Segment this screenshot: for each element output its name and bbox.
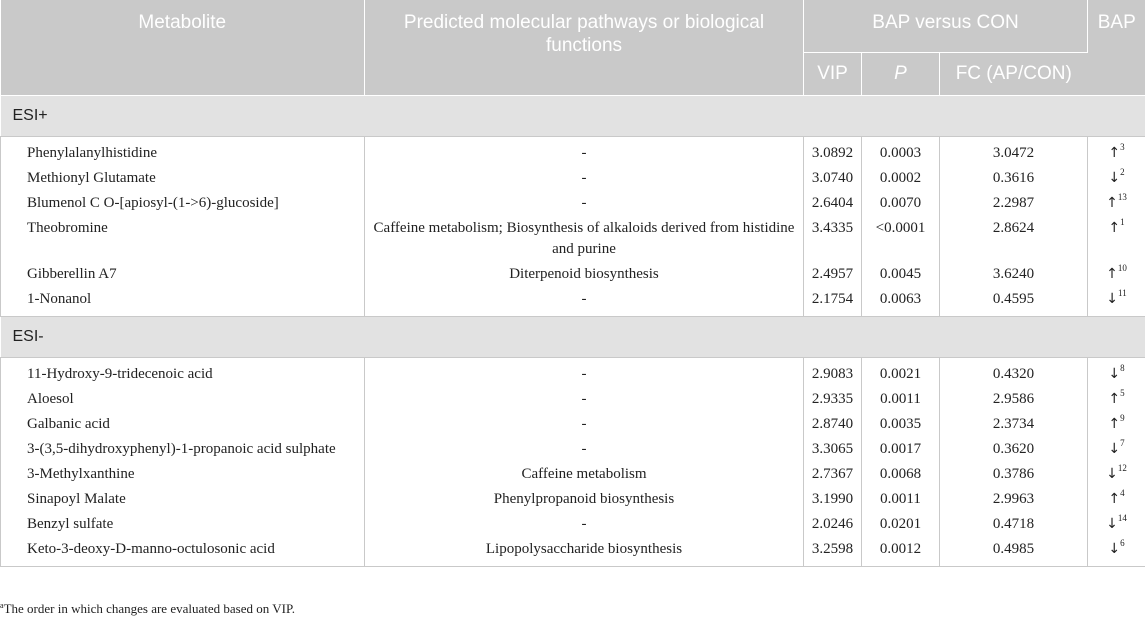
bap-direction-cell bbox=[1088, 511, 1145, 536]
vip-cell: 2.6404 bbox=[804, 190, 862, 215]
change-order: 8 bbox=[1120, 362, 1125, 373]
vip-cell: 2.8740 bbox=[804, 411, 862, 436]
vip-cell: 2.9083 bbox=[804, 357, 862, 386]
table-row bbox=[1, 536, 1145, 567]
table-row bbox=[1, 511, 1145, 536]
bap-direction-cell bbox=[1088, 190, 1145, 215]
header-metabolite: Metabolite bbox=[1, 0, 365, 95]
metabolite-cell: Galbanic acid bbox=[1, 411, 365, 436]
down-arrow-icon: ↓ bbox=[1106, 465, 1118, 482]
metabolite-cell: Gibberellin A7 bbox=[1, 261, 365, 286]
p-value-cell: 0.0201 bbox=[862, 511, 940, 536]
bap-direction-cell bbox=[1088, 286, 1145, 317]
fold-change-cell: 3.6240 bbox=[940, 261, 1088, 286]
fold-change-cell: 0.3786 bbox=[940, 461, 1088, 486]
section-label: ESI- bbox=[1, 316, 1145, 357]
table-body bbox=[1, 95, 1145, 566]
table-row bbox=[1, 190, 1145, 215]
change-order: 4 bbox=[1120, 487, 1125, 498]
up-arrow-icon: ↑ bbox=[1108, 490, 1121, 507]
pathway-cell: - bbox=[365, 511, 804, 536]
header-vip: VIP bbox=[804, 52, 862, 95]
p-value-cell: 0.0070 bbox=[862, 190, 940, 215]
vip-cell: 2.7367 bbox=[804, 461, 862, 486]
fold-change-cell: 2.9586 bbox=[940, 386, 1088, 411]
down-arrow-icon: ↓ bbox=[1108, 365, 1121, 382]
vip-cell: 3.4335 bbox=[804, 215, 862, 261]
up-arrow-icon: ↑ bbox=[1106, 265, 1118, 282]
change-order: 3 bbox=[1120, 141, 1125, 152]
fold-change-cell: 3.0472 bbox=[940, 136, 1088, 165]
p-value-cell: 0.0021 bbox=[862, 357, 940, 386]
pathway-cell: - bbox=[365, 136, 804, 165]
p-value-cell: 0.0068 bbox=[862, 461, 940, 486]
change-order: 12 bbox=[1117, 462, 1127, 473]
fold-change-cell: 2.2987 bbox=[940, 190, 1088, 215]
table-row bbox=[1, 165, 1145, 190]
fold-change-cell: 2.9963 bbox=[940, 486, 1088, 511]
section-row bbox=[1, 316, 1145, 357]
footnote-text: The order in which changes are evaluated based on VIP. bbox=[3, 601, 295, 616]
fold-change-cell: 0.4320 bbox=[940, 357, 1088, 386]
change-order: 1 bbox=[1120, 216, 1125, 227]
vip-cell: 3.1990 bbox=[804, 486, 862, 511]
metabolite-cell: Aloesol bbox=[1, 386, 365, 411]
up-arrow-icon: ↑ bbox=[1108, 219, 1121, 236]
p-value-cell: 0.0002 bbox=[862, 165, 940, 190]
vip-cell: 2.0246 bbox=[804, 511, 862, 536]
change-order: 5 bbox=[1120, 387, 1125, 398]
pathway-cell: Caffeine metabolism; Biosynthesis of alkaloids derived from histidine and purine bbox=[365, 215, 804, 261]
table-row bbox=[1, 486, 1145, 511]
vip-cell: 3.0740 bbox=[804, 165, 862, 190]
p-value-cell: 0.0017 bbox=[862, 436, 940, 461]
down-arrow-icon: ↓ bbox=[1108, 169, 1121, 186]
pathway-cell: - bbox=[365, 286, 804, 317]
pathway-cell: - bbox=[365, 165, 804, 190]
vip-cell: 2.9335 bbox=[804, 386, 862, 411]
metabolite-cell: Sinapoyl Malate bbox=[1, 486, 365, 511]
down-arrow-icon: ↓ bbox=[1108, 540, 1121, 557]
pathway-cell: - bbox=[365, 357, 804, 386]
p-value-cell: 0.0035 bbox=[862, 411, 940, 436]
bap-direction-cell bbox=[1088, 357, 1145, 386]
table-row bbox=[1, 261, 1145, 286]
header-fc: FC (AP/CON) bbox=[940, 52, 1088, 95]
section-label: ESI+ bbox=[1, 95, 1145, 136]
bap-direction-cell bbox=[1088, 136, 1145, 165]
p-value-cell: 0.0011 bbox=[862, 486, 940, 511]
down-arrow-icon: ↓ bbox=[1108, 440, 1121, 457]
up-arrow-icon: ↑ bbox=[1108, 144, 1121, 161]
pathway-cell: Phenylpropanoid biosynthesis bbox=[365, 486, 804, 511]
up-arrow-icon: ↑ bbox=[1106, 194, 1118, 211]
fold-change-cell: 0.4985 bbox=[940, 536, 1088, 567]
pathway-cell: Caffeine metabolism bbox=[365, 461, 804, 486]
metabolite-cell: Keto-3-deoxy-D-manno-octulosonic acid bbox=[1, 536, 365, 567]
p-value-cell: 0.0011 bbox=[862, 386, 940, 411]
table-row bbox=[1, 357, 1145, 386]
pathway-cell: - bbox=[365, 190, 804, 215]
section-row bbox=[1, 95, 1145, 136]
change-order: 7 bbox=[1120, 437, 1125, 448]
p-value-cell: 0.0045 bbox=[862, 261, 940, 286]
pathway-cell: - bbox=[365, 411, 804, 436]
metabolite-cell: 3-Methylxanthine bbox=[1, 461, 365, 486]
footnote-marker: a bbox=[0, 601, 4, 610]
pathway-cell: - bbox=[365, 386, 804, 411]
bap-direction-cell bbox=[1088, 215, 1145, 261]
down-arrow-icon: ↓ bbox=[1106, 290, 1119, 307]
up-arrow-icon: ↑ bbox=[1108, 390, 1121, 407]
metabolite-cell: 3-(3,5-dihydroxyphenyl)-1-propanoic acid sulphate bbox=[1, 436, 365, 461]
bap-direction-cell bbox=[1088, 486, 1145, 511]
fold-change-cell: 0.3620 bbox=[940, 436, 1088, 461]
vip-cell: 3.3065 bbox=[804, 436, 862, 461]
fold-change-cell: 0.4718 bbox=[940, 511, 1088, 536]
change-order: 2 bbox=[1120, 166, 1125, 177]
change-order: 10 bbox=[1117, 262, 1127, 273]
table-row bbox=[1, 461, 1145, 486]
table-row bbox=[1, 386, 1145, 411]
up-arrow-icon: ↑ bbox=[1108, 415, 1121, 432]
header-pathways: Predicted molecular pathways or biological functions bbox=[365, 0, 804, 95]
vip-cell: 2.1754 bbox=[804, 286, 862, 317]
fold-change-cell: 2.3734 bbox=[940, 411, 1088, 436]
change-order: 14 bbox=[1117, 512, 1127, 523]
bap-direction-cell bbox=[1088, 536, 1145, 567]
table-header bbox=[1, 0, 1145, 95]
pathway-cell: Diterpenoid biosynthesis bbox=[365, 261, 804, 286]
pathway-cell: Lipopolysaccharide biosynthesis bbox=[365, 536, 804, 567]
table-footnote bbox=[0, 601, 295, 617]
change-order: 13 bbox=[1117, 191, 1127, 202]
header-p: P bbox=[862, 52, 940, 95]
p-value-cell: 0.0012 bbox=[862, 536, 940, 567]
change-order: 9 bbox=[1120, 412, 1125, 423]
table-row bbox=[1, 411, 1145, 436]
metabolite-cell: 1-Nonanol bbox=[1, 286, 365, 317]
metabolite-cell: Methionyl Glutamate bbox=[1, 165, 365, 190]
metabolite-cell: Blumenol C O-[apiosyl-(1->6)-glucoside] bbox=[1, 190, 365, 215]
bap-direction-cell bbox=[1088, 165, 1145, 190]
vip-cell: 3.2598 bbox=[804, 536, 862, 567]
p-value-cell: <0.0001 bbox=[862, 215, 940, 261]
down-arrow-icon: ↓ bbox=[1106, 515, 1118, 532]
bap-direction-cell bbox=[1088, 386, 1145, 411]
pathway-cell: - bbox=[365, 436, 804, 461]
change-order: 11 bbox=[1118, 287, 1127, 298]
table-row bbox=[1, 286, 1145, 317]
bap-direction-cell bbox=[1088, 411, 1145, 436]
header-bap: BAP bbox=[1088, 0, 1145, 95]
fold-change-cell: 0.4595 bbox=[940, 286, 1088, 317]
header-comparison: BAP versus CON bbox=[804, 0, 1088, 52]
metabolite-cell: Benzyl sulfate bbox=[1, 511, 365, 536]
metabolite-cell: 11-Hydroxy-9-tridecenoic acid bbox=[1, 357, 365, 386]
vip-cell: 2.4957 bbox=[804, 261, 862, 286]
change-order: 6 bbox=[1120, 537, 1125, 548]
vip-cell: 3.0892 bbox=[804, 136, 862, 165]
table-row bbox=[1, 436, 1145, 461]
table-row bbox=[1, 215, 1145, 261]
bap-direction-cell bbox=[1088, 461, 1145, 486]
p-value-cell: 0.0063 bbox=[862, 286, 940, 317]
p-value-cell: 0.0003 bbox=[862, 136, 940, 165]
table-row bbox=[1, 136, 1145, 165]
fold-change-cell: 2.8624 bbox=[940, 215, 1088, 261]
metabolite-cell: Theobromine bbox=[1, 215, 365, 261]
bap-direction-cell bbox=[1088, 436, 1145, 461]
fold-change-cell: 0.3616 bbox=[940, 165, 1088, 190]
bap-direction-cell bbox=[1088, 261, 1145, 286]
metabolite-cell: Phenylalanylhistidine bbox=[1, 136, 365, 165]
